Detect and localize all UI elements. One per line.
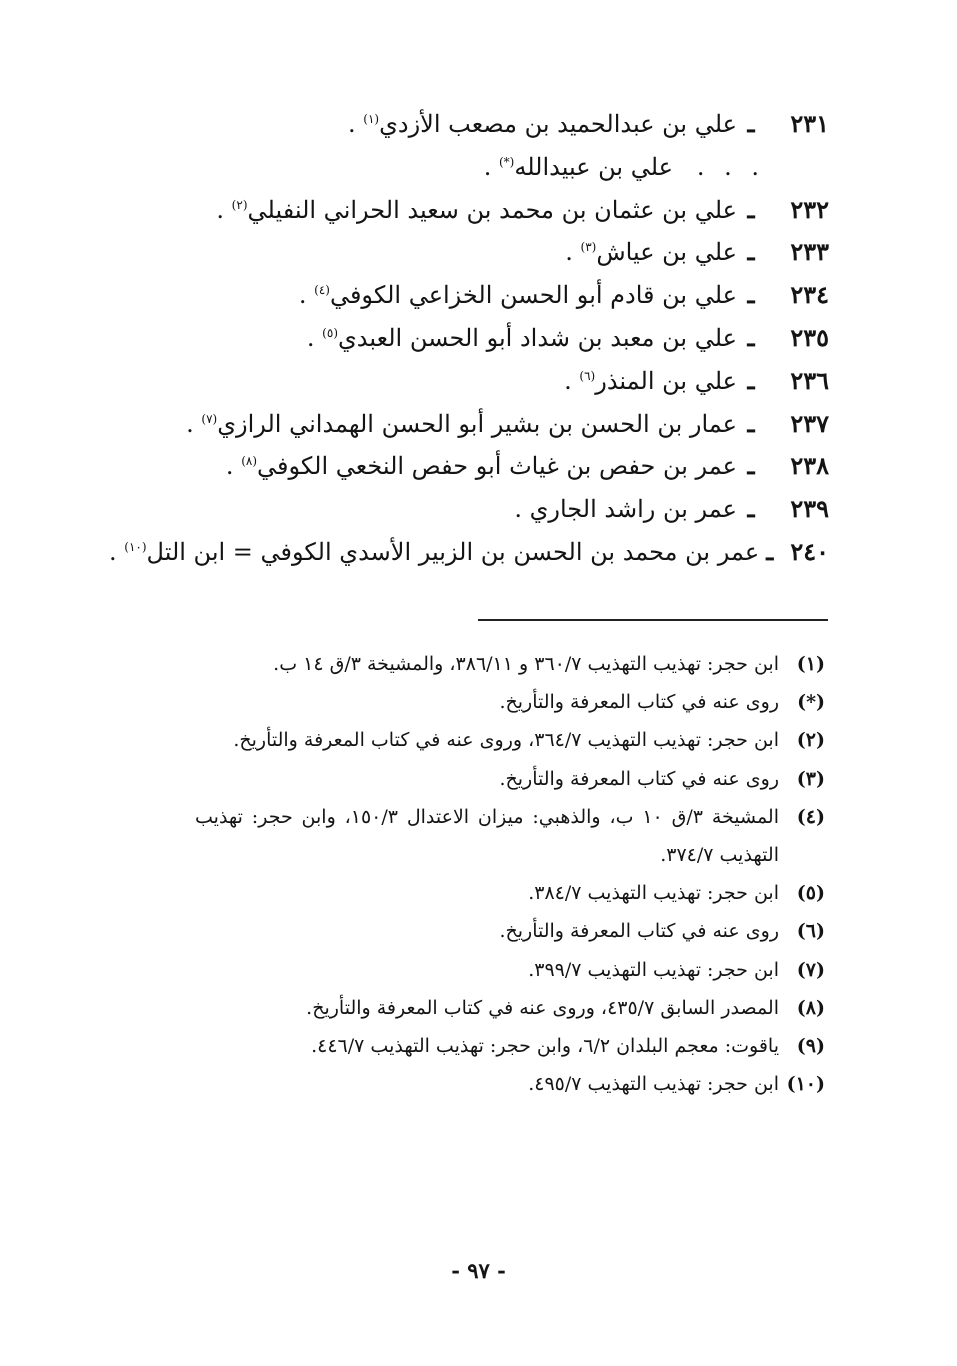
footnote [195,683,825,721]
footnote-text: روى عنه في كتاب المعرفة والتأريخ. [499,767,779,790]
footnote-mark: (*) [797,691,825,714]
footnote-text: المصدر السابق ٤٣٥/٧، وروى عنه في كتاب المعرفة والتأريخ. [306,996,779,1019]
entry-end: . [564,366,580,395]
entry-name-text: علي بن قادم أبو الحسن الخزاعي الكوفي [329,281,737,310]
footnote-separator [478,619,828,621]
footnote [195,1065,825,1103]
entry-name-text: علي بن عبيدالله [514,152,673,181]
entry-dash: ـ [747,365,755,395]
narrator-entry [109,398,829,441]
entry-name-text: عمر بن محمد بن الحسن بن الزبير الأسدي الكوفي = ابن التل [146,537,760,566]
entry-name-text: علي بن عياش [596,238,737,267]
entry-name [109,526,759,574]
entry-dash: ـ [747,237,755,267]
narrator-entry [109,526,829,569]
narrator-entry [109,483,829,526]
entry-number: ٢٣٢ [790,194,829,224]
footnote-ref: (*) [498,154,515,169]
footnote-ref: (٣) [580,240,597,255]
entry-dash: ـ [747,280,755,310]
entry-number: ٢٤٠ [790,536,829,566]
footnote-mark: (٧) [796,958,825,981]
footnote-text: المشيخة ٣/ق ١٠ ب، والذهبي: ميزان الاعتدال ١٥٠/٣، وابن حجر: تهذيب التهذيب ٣٧٤/٧. [195,805,780,867]
footnote [195,874,825,912]
footnote [195,951,825,989]
footnote-ref: (٧) [201,411,218,426]
footnote-mark: (٢) [796,729,825,752]
entry-end: . [348,110,364,138]
entry-name [348,98,737,146]
entry-ellipsis: . . . [696,152,765,181]
footnote-mark: (٣) [796,767,825,790]
entry-number: ٢٣٩ [790,494,829,524]
narrator-entry [109,440,829,483]
footnote-mark: (١) [796,653,825,675]
footnote [195,912,825,950]
entry-dash: ـ [747,322,755,352]
narrator-entry [109,312,829,355]
entry-number: ٢٣١ [790,109,829,138]
footnote-text: ابن حجر: تهذيب التهذيب ٣٨٤/٧. [528,882,779,905]
footnotes-list [195,645,825,1103]
footnote [195,721,825,759]
entry-dash: ـ [766,536,774,566]
entry-name-text: علي بن عبدالحميد بن مصعب الأزدي [379,110,737,138]
footnote-text: ابن حجر: تهذيب التهذيب ٣٩٩/٧. [528,958,779,981]
narrator-entry [109,269,829,312]
entry-end: . [306,323,323,352]
entry-name [299,269,737,317]
footnote [195,1027,825,1065]
footnote-ref: (١) [363,112,380,126]
footnote-ref: (٦) [579,368,596,383]
footnote-ref: (٥) [322,325,338,340]
entry-number: ٢٣٧ [790,408,829,438]
entry-name [226,440,737,488]
entry-number: ٢٣٥ [790,322,829,352]
entry-end: . [216,195,232,224]
entry-dash: ـ [747,451,755,481]
footnote-mark: (٩) [796,1035,825,1058]
narrator-entry [109,355,829,398]
footnote-text: ابن حجر: تهذيب التهذيب ٣٦٤/٧، وروى عنه في كتاب المعرفة والتأريخ. [233,729,779,752]
footnote-ref: (٤) [314,283,330,298]
entry-dash: ـ [747,494,755,524]
footnote [195,798,825,874]
entry-name [565,226,737,274]
narrator-entry [109,98,829,141]
footnote-text: ابن حجر: تهذيب التهذيب ٤٩٥/٧. [528,1073,779,1096]
footnote-mark: (١٠) [786,1073,825,1096]
footnote-ref: (١٠) [124,539,147,554]
footnote-text: روى عنه في كتاب المعرفة والتأريخ. [499,920,779,943]
entry-end: . [109,537,125,566]
entry-name [186,398,737,446]
footnote-ref: (٨) [241,454,258,469]
entry-name [564,355,737,403]
footnote [195,645,825,683]
footnote [195,989,825,1027]
footnote-text: ابن حجر: تهذيب التهذيب ٣٦٠/٧ و ٣٨٦/١١، والمشيخة ٣/ق ١٤ ب. [273,653,779,675]
entry-name-text: علي بن المنذر [595,366,737,395]
entry-dash: ـ [747,408,755,438]
entry-name [484,141,673,189]
footnote-mark: (٤) [796,805,825,828]
footnote [195,760,825,798]
entry-name [216,184,737,232]
footnote-mark: (٨) [796,996,825,1019]
entry-number: ٢٣٤ [790,280,829,310]
narrator-entry [109,226,829,269]
entry-end: . [298,281,315,310]
entry-number: ٢٣٨ [790,451,829,481]
entry-end: . [225,452,242,481]
footnote-ref: (٢) [231,197,248,212]
entry-name [514,483,737,531]
footnote-text: روى عنه في كتاب المعرفة والتأريخ. [499,691,779,714]
entry-name-text: عمار بن الحسن بن بشير أبو الحسن الهمداني الرازي [217,409,737,438]
narrator-list [109,98,829,569]
footnote-text: ياقوت: معجم البلدان ٦/٢، وابن حجر: تهذيب التهذيب ٤٤٦/٧. [311,1035,779,1058]
entry-end: . [565,238,581,267]
entry-number: ٢٣٦ [790,365,829,395]
narrator-entry [109,184,829,227]
page-number: - ٩٧ - [451,1258,506,1283]
entry-name-text: عمر بن حفص بن غياث أبو حفص النخعي الكوفي [257,452,737,481]
entry-end: . [483,152,499,181]
footnote-mark: (٥) [796,882,825,905]
entry-name-text: علي بن عثمان بن محمد بن سعيد الحراني النفيلي [247,195,737,224]
entry-end: . [514,495,530,524]
footnote-mark: (٦) [796,920,825,943]
entry-number: ٢٣٣ [790,237,829,267]
entry-name-text: عمر بن راشد الجاري [529,495,737,524]
entry-name [307,312,737,360]
entry-name-text: علي بن معبد بن شداد أبو الحسن العبدي [338,323,737,352]
entry-end: . [186,409,202,438]
entry-dash: ـ [747,109,755,138]
entry-dash: ـ [747,194,755,224]
narrator-entry [109,141,829,184]
